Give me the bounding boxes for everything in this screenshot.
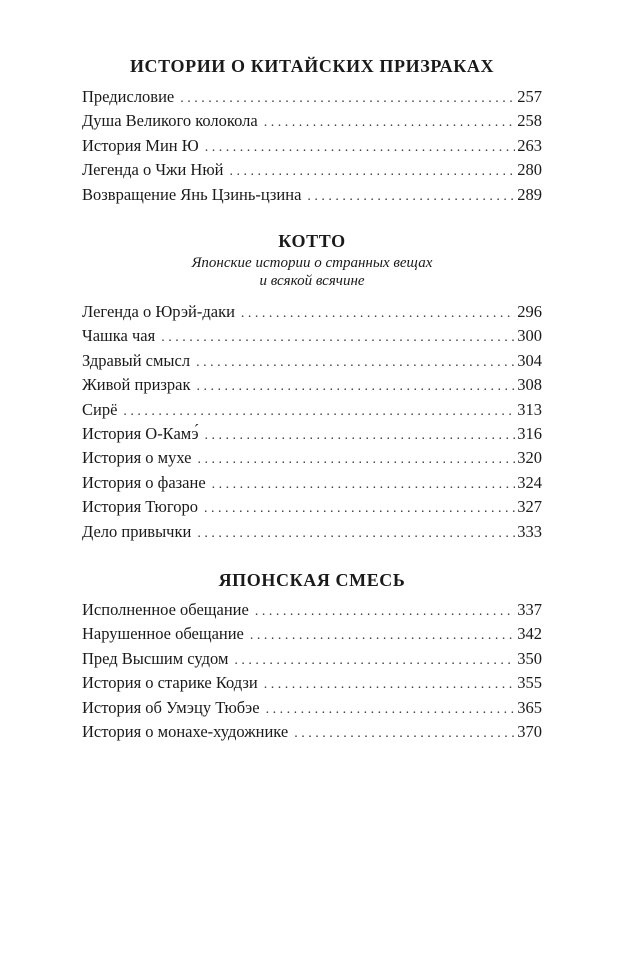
toc-entry-title: История О-Камэ́: [82, 423, 199, 443]
section-header: [82, 230, 542, 290]
section-subtitle-line-1: Японские истории о странных вещах: [191, 255, 433, 271]
dot-leader: [196, 351, 515, 375]
toc-entry-page: 304: [517, 350, 542, 370]
toc-list: [82, 598, 542, 744]
toc-list: [82, 300, 542, 544]
toc-entry-page: 316: [517, 423, 542, 443]
toc-entry[interactable]: [82, 349, 542, 373]
toc-entry-page: 324: [517, 472, 542, 492]
toc-entry-page: 365: [517, 697, 542, 717]
dot-leader: [266, 698, 516, 722]
toc-entry-title: Чашка чая: [82, 326, 156, 346]
toc-entry-page: 257: [517, 87, 542, 106]
toc-entry[interactable]: [82, 422, 542, 446]
dot-leader: [123, 400, 515, 424]
dot-leader: [250, 624, 515, 648]
toc-entry[interactable]: [82, 495, 542, 519]
toc-entry-title: Здравый смысл: [82, 350, 191, 370]
toc-entry[interactable]: [82, 183, 542, 207]
toc-entry[interactable]: [82, 446, 542, 470]
toc-entry-page: 313: [517, 399, 542, 419]
toc-entry-page: 289: [517, 184, 542, 204]
dot-leader: [180, 87, 515, 111]
toc-entry-title: Возвращение Янь Цзинь-цзина: [82, 184, 302, 204]
dot-leader: [241, 302, 515, 326]
toc-entry-title: Дело привычки: [82, 521, 192, 541]
toc-entry[interactable]: [82, 300, 542, 324]
dot-leader: [197, 375, 516, 399]
dot-leader: [198, 448, 516, 472]
dot-leader: [234, 649, 515, 673]
toc-entry[interactable]: [82, 696, 542, 720]
section-subtitle-line-2: и всякой всячине: [259, 273, 365, 289]
toc-entry[interactable]: [82, 324, 542, 348]
toc-entry-page: 370: [517, 721, 542, 741]
section-title: ИСТОРИИ О КИТАЙСКИХ ПРИЗРАКАХ: [129, 56, 495, 76]
toc-entry-page: 355: [517, 673, 542, 693]
toc-entry-title: Нарушенное обещание: [82, 624, 244, 644]
dot-leader: [264, 111, 516, 135]
toc-entry-title: История об Умэцу Тюбэе: [82, 697, 260, 717]
toc-entry[interactable]: [82, 158, 542, 182]
dot-leader: [264, 673, 516, 697]
toc-entry[interactable]: [82, 109, 542, 133]
toc-entry-page: 258: [517, 111, 542, 131]
toc-entry-title: История Мин Ю: [82, 135, 199, 155]
toc-entry-page: 296: [517, 302, 542, 321]
toc-entry[interactable]: [82, 134, 542, 158]
toc-entry[interactable]: [82, 520, 542, 544]
toc-entry-page: 300: [517, 326, 542, 346]
toc-entry[interactable]: [82, 85, 542, 109]
toc-entry-title: Живой призрак: [82, 375, 191, 395]
toc-entry[interactable]: [82, 647, 542, 671]
dot-leader: [205, 424, 516, 448]
toc-entry[interactable]: [82, 671, 542, 695]
toc-entry-title: История о мухе: [82, 448, 192, 468]
toc-entry-title: Душа Великого колокола: [82, 111, 258, 131]
dot-leader: [229, 160, 515, 184]
toc-entry-page: 350: [517, 648, 542, 668]
toc-entry-title: История о старике Кодзи: [82, 673, 258, 693]
dot-leader: [161, 326, 515, 350]
section-title: ЯПОНСКАЯ СМЕСЬ: [218, 570, 406, 590]
toc-entry-title: Легенда о Чжи Нюй: [82, 160, 224, 180]
toc-list: [82, 85, 542, 207]
toc-entry-page: 342: [517, 624, 542, 644]
dot-leader: [197, 522, 515, 546]
toc-entry[interactable]: [82, 622, 542, 646]
toc-entry-title: Сирё: [82, 399, 118, 419]
toc-entry-title: История о фазане: [82, 472, 206, 492]
toc-entry-title: Легенда о Юрэй-даки: [82, 302, 235, 321]
toc-entry-page: 280: [517, 160, 542, 180]
toc-entry[interactable]: [82, 598, 542, 622]
dot-leader: [294, 722, 515, 746]
toc-entry-title: История о монахе-художнике: [82, 721, 289, 741]
toc-entry-page: 320: [517, 448, 542, 468]
dot-leader: [307, 185, 515, 209]
toc-entry-page: 337: [517, 600, 542, 619]
section-title: КОТТО: [278, 231, 346, 251]
toc-entry-title: Пред Высшим судом: [82, 648, 229, 668]
toc-entry-title: Предисловие: [82, 87, 175, 106]
toc-entry[interactable]: [82, 720, 542, 744]
dot-leader: [204, 497, 515, 521]
toc-entry-page: 327: [517, 497, 542, 517]
toc-entry-title: История Тюгоро: [82, 497, 198, 517]
toc-entry-page: 333: [517, 521, 542, 541]
dot-leader: [255, 600, 515, 624]
toc-entry[interactable]: [82, 398, 542, 422]
toc-entry[interactable]: [82, 471, 542, 495]
toc-entry[interactable]: [82, 373, 542, 397]
toc-entry-page: 263: [517, 135, 542, 155]
toc-entry-page: 308: [517, 375, 542, 395]
dot-leader: [205, 136, 516, 160]
dot-leader: [212, 473, 516, 497]
toc-entry-title: Исполненное обещание: [82, 600, 249, 619]
